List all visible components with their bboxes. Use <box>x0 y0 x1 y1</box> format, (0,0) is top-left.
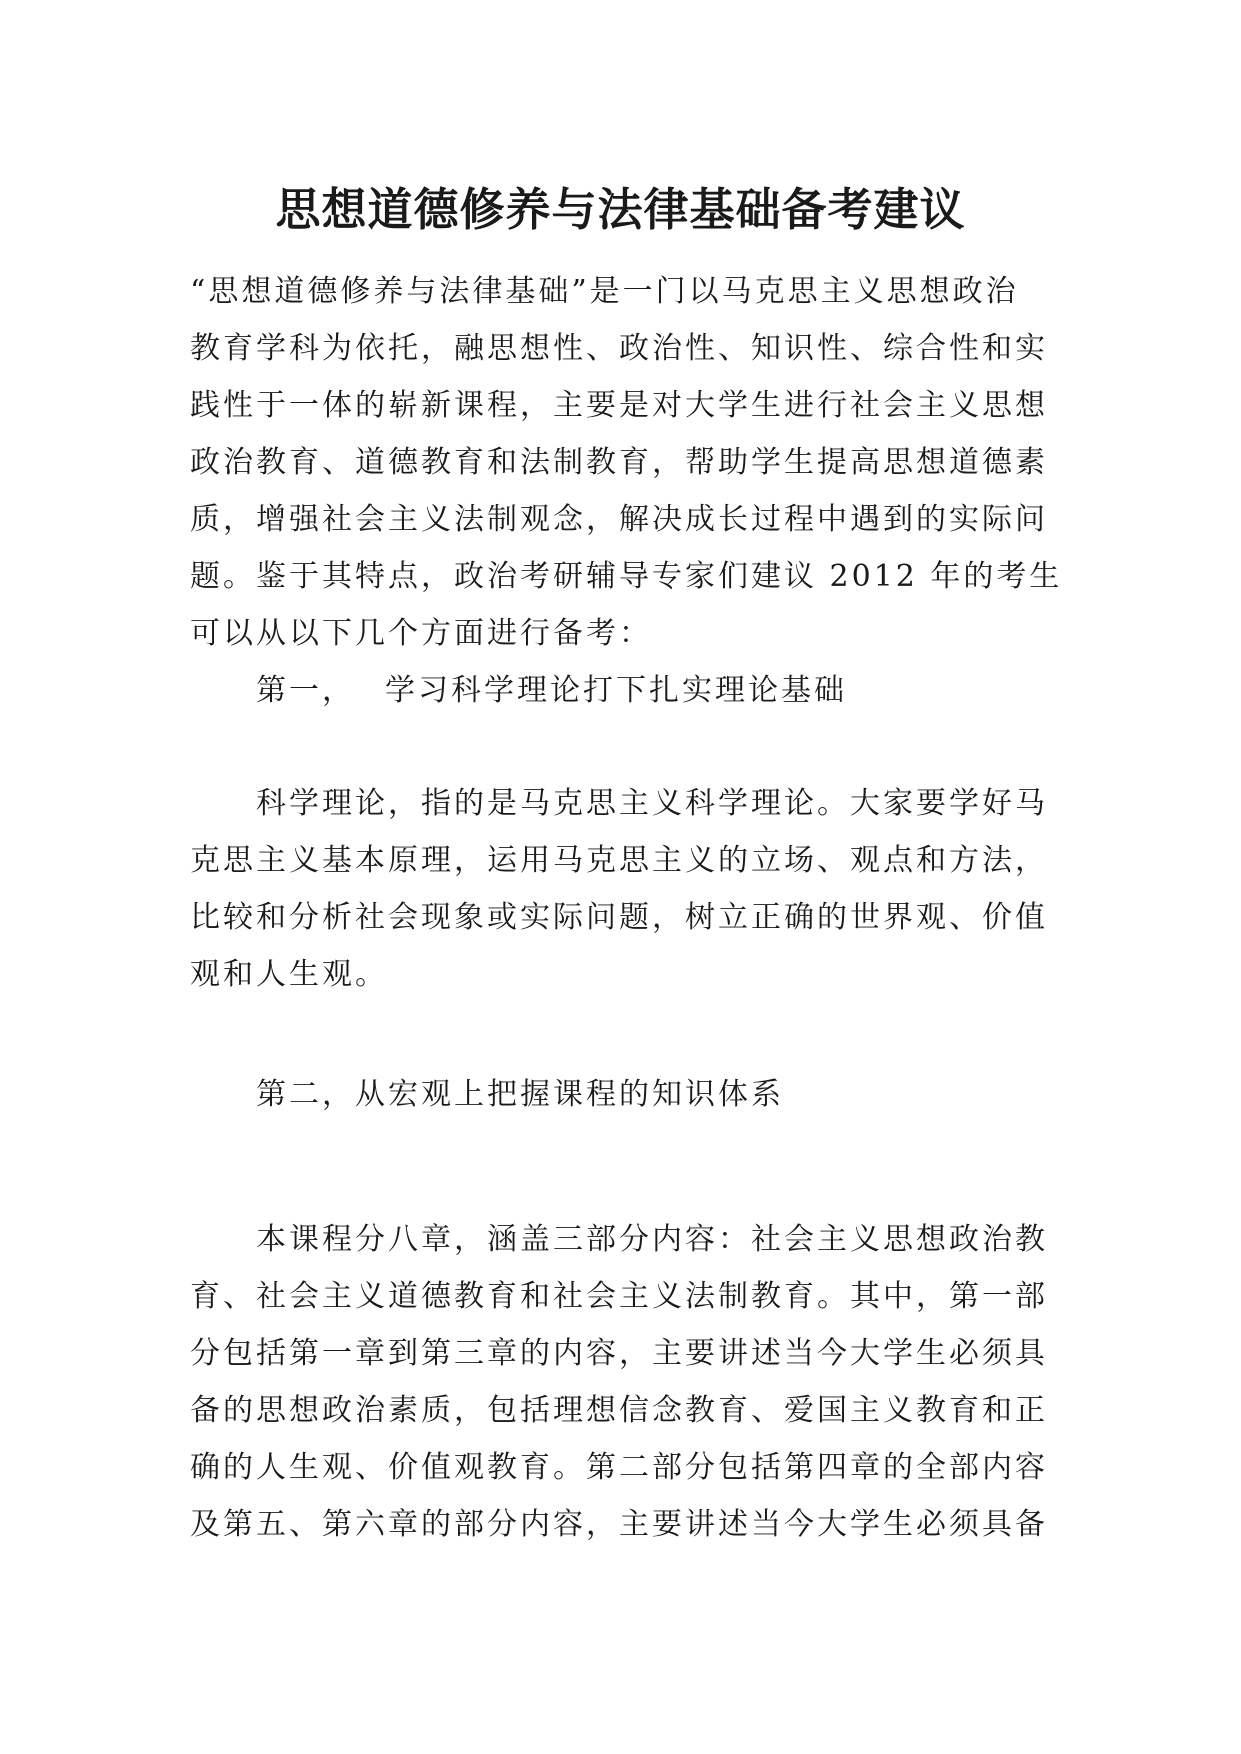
section2-heading-block <box>190 1066 1052 1123</box>
paragraph-line: 践性于一体的崭新课程，主要是对大学生进行社会主义思想 <box>190 388 1048 423</box>
section-heading-1 <box>190 662 1052 719</box>
paragraph-line: 分包括第一章到第三章的内容，主要讲述当今大学生必须具 <box>190 1336 1048 1371</box>
paragraph-line: 科学理论，指的是马克思主义科学理论。大家要学好马 <box>256 786 1048 821</box>
paragraph-line: 比较和分析社会现象或实际问题，树立正确的世界观、价值 <box>190 900 1048 935</box>
section-number: 第一， <box>256 673 355 708</box>
paragraph-line: 育、社会主义道德教育和社会主义法制教育。其中，第一部 <box>190 1279 1048 1314</box>
section-heading-text: 学习科学理论打下扎实理论基础 <box>385 673 847 708</box>
paragraph-line: 克思主义基本原理，运用马克思主义的立场、观点和方法， <box>190 843 1048 878</box>
document-title: 思想道德修养与法律基础备考建议 <box>275 183 966 237</box>
paragraph-line: 观和人生观。 <box>190 957 388 992</box>
section-heading-2: 第二，从宏观上把握课程的知识体系 <box>256 1077 784 1112</box>
paragraph-line: 质，增强社会主义法制观念，解决成长过程中遇到的实际问 <box>190 502 1048 537</box>
paragraph-line: 及第五、第六章的部分内容，主要讲述当今大学生必须具备 <box>190 1507 1048 1542</box>
paragraph-line: “思想道德修养与法律基础”是一门以马克思主义思想政治 <box>190 274 1019 309</box>
paragraph-line: 政治教育、道德教育和法制教育，帮助学生提高思想道德素 <box>190 445 1048 480</box>
paragraph-line: 题。鉴于其特点，政治考研辅导专家们建议 2012 年的考生 <box>190 559 1063 594</box>
section1-paragraph <box>190 775 1052 1003</box>
paragraph-line: 备的思想政治素质，包括理想信念教育、爱国主义教育和正 <box>190 1393 1048 1428</box>
section2-paragraph <box>190 1211 1052 1553</box>
paragraph-line: 确的人生观、价值观教育。第二部分包括第四章的全部内容 <box>190 1450 1048 1485</box>
paragraph-line: 教育学科为依托，融思想性、政治性、知识性、综合性和实 <box>190 331 1048 366</box>
paragraph-line: 可以从以下几个方面进行备考： <box>190 616 652 651</box>
intro-paragraph <box>190 263 1063 719</box>
paragraph-line: 本课程分八章，涵盖三部分内容：社会主义思想政治教 <box>256 1222 1048 1257</box>
